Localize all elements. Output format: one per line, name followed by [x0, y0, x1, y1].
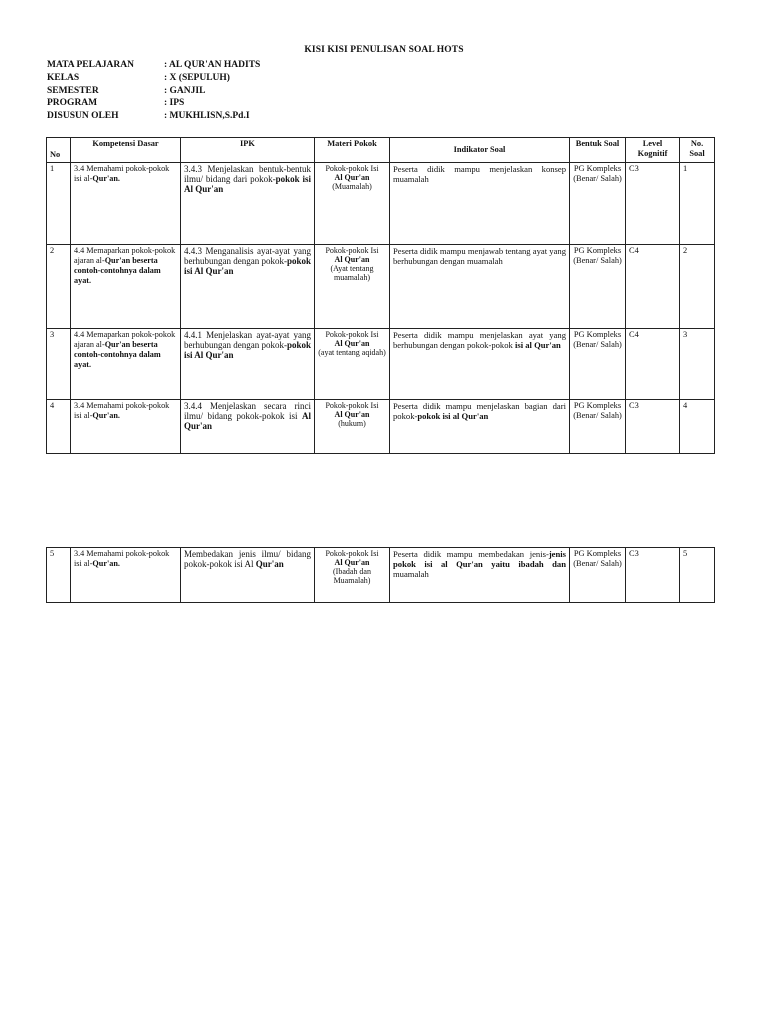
row-nosoal: 5 — [680, 548, 715, 603]
kd-text: 3.4 Memahami pokok-pokok isi al- — [74, 164, 170, 183]
ipk-arabic: pokok isi Al Qur'an — [184, 340, 312, 360]
row-materi — [315, 245, 390, 329]
materi-quran: Al Qur'an — [334, 255, 370, 264]
row-kd — [71, 400, 181, 454]
meta-value: : GANJIL — [164, 85, 206, 96]
row-no: 4 — [47, 400, 71, 454]
row-bentuk: PG Kompleks (Benar/ Salah) — [570, 329, 626, 400]
materi-title: Pokok-pokok Isi — [325, 401, 379, 410]
kd-text: 4.4 Memaparkan pokok-pokok ajaran al- — [74, 330, 176, 349]
row-indikator — [390, 163, 570, 245]
row-nosoal: 3 — [680, 329, 715, 400]
indikator-text: Peserta didik mampu menjelaskan ayat yang berhubungan dengan pokok-pokok — [393, 330, 566, 350]
meta-semester — [47, 85, 260, 98]
ipk-text: 3.4.3 Menjelaskan bentuk-bentuk ilmu/ bidang dari pokok- — [184, 164, 311, 184]
ipk-arabic: Al Qur'an — [184, 411, 311, 431]
row-bentuk: PG Kompleks (Benar/ Salah) — [570, 400, 626, 454]
table-row — [47, 163, 715, 245]
header-nosoal: No. Soal — [680, 138, 715, 163]
row-no: 5 — [47, 548, 71, 603]
row-no: 3 — [47, 329, 71, 400]
document-title: KISI KISI PENULISAN SOAL HOTS — [304, 45, 464, 55]
row-kd — [71, 548, 181, 603]
meta-author — [47, 110, 260, 123]
kd-text: 4.4 Memaparkan pokok-pokok ajaran al- — [74, 246, 176, 265]
row-level: C3 — [626, 400, 680, 454]
row-ipk — [181, 548, 315, 603]
row-bentuk: PG Kompleks (Benar/ Salah) — [570, 163, 626, 245]
header-ipk: IPK — [181, 138, 315, 163]
row-indikator — [390, 329, 570, 400]
row-kd — [71, 329, 181, 400]
row-kd — [71, 163, 181, 245]
row-level: C4 — [626, 245, 680, 329]
ipk-text: Membedakan jenis ilmu/ bidang pokok-pokok isi Al — [184, 549, 311, 569]
kd-text: 3.4 Memahami pokok-pokok isi al- — [74, 401, 170, 420]
ipk-text: 4.4.3 Menganalisis ayat-ayat yang berhubungan dengan pokok- — [184, 246, 311, 266]
grid-table-continued — [46, 547, 715, 603]
ipk-text: 3.4.4 Menjelaskan secara rinci ilmu/ bidang pokok-pokok isi — [184, 401, 311, 421]
header-bentuk: Bentuk Soal — [570, 138, 626, 163]
row-materi — [315, 400, 390, 454]
meta-subject — [47, 59, 260, 72]
indikator-text: Peserta didik mampu menjelaskan konsep muamalah — [393, 164, 566, 184]
row-indikator — [390, 548, 570, 603]
meta-value: : X (SEPULUH) — [164, 72, 230, 83]
indikator-text: Peserta didik mampu membedakan jenis- — [393, 549, 549, 559]
row-level: C4 — [626, 329, 680, 400]
indikator-arabic: isi al Qur'an — [514, 340, 561, 350]
materi-title: Pokok-pokok Isi — [325, 246, 379, 255]
materi-quran: Al Qur'an — [334, 339, 370, 348]
materi-topic: (ayat tentang aqidah) — [318, 348, 386, 357]
kd-text: 3.4 Memahami pokok-pokok isi al- — [74, 549, 170, 568]
meta-value: : IPS — [164, 98, 185, 109]
indikator-text: Peserta didik mampu menjelaskan bagian dari pokok- — [393, 401, 566, 421]
row-ipk — [181, 329, 315, 400]
table-row — [47, 329, 715, 400]
row-level: C3 — [626, 548, 680, 603]
ipk-arabic: Qur'an — [255, 559, 284, 569]
header-no: No — [47, 138, 71, 163]
grid-table — [46, 137, 715, 454]
meta-program — [47, 97, 260, 110]
kd-arabic: Qur'an. — [92, 174, 120, 183]
row-level: C3 — [626, 163, 680, 245]
indikator-arabic: pokok isi al Qur'an — [417, 411, 489, 421]
meta-value: : MUKHLISN,S.Pd.I — [164, 111, 250, 122]
table-row — [47, 245, 715, 329]
row-bentuk: PG Kompleks (Benar/ Salah) — [570, 245, 626, 329]
materi-title: Pokok-pokok Isi — [325, 330, 379, 339]
row-ipk — [181, 245, 315, 329]
materi-topic: (Muamalah) — [332, 182, 372, 191]
row-no: 1 — [47, 163, 71, 245]
row-ipk — [181, 400, 315, 454]
header-level: Level Kognitif — [626, 138, 680, 163]
row-no: 2 — [47, 245, 71, 329]
kd-arabic: Qur'an beserta contoh-contohnya dalam ayat. — [74, 256, 161, 285]
row-bentuk: PG Kompleks (Benar/ Salah) — [570, 548, 626, 603]
indikator-text: Peserta didik mampu menjawab tentang ayat yang berhubungan dengan muamalah — [393, 246, 566, 266]
table-row — [47, 548, 715, 603]
kd-arabic: Qur'an. — [92, 411, 120, 420]
row-materi — [315, 329, 390, 400]
header-row — [47, 138, 715, 163]
row-indikator — [390, 400, 570, 454]
row-materi — [315, 548, 390, 603]
materi-topic: (Ibadah dan Muamalah) — [333, 567, 371, 585]
row-nosoal: 2 — [680, 245, 715, 329]
header-materi: Materi Pokok — [315, 138, 390, 163]
materi-quran: Al Qur'an — [334, 558, 370, 567]
materi-topic: (Ayat tentang muamalah) — [330, 264, 374, 282]
document-meta — [47, 59, 260, 123]
row-kd — [71, 245, 181, 329]
row-ipk — [181, 163, 315, 245]
ipk-text: 4.4.1 Menjelaskan ayat-ayat yang berhubungan dengan pokok- — [184, 330, 311, 350]
row-materi — [315, 163, 390, 245]
meta-value: : AL QUR'AN HADITS — [164, 60, 261, 70]
row-nosoal: 1 — [680, 163, 715, 245]
meta-label: DISUSUN OLEH — [47, 111, 119, 122]
table-row — [47, 400, 715, 454]
meta-class — [47, 72, 260, 85]
indikator-text-end: muamalah — [393, 569, 429, 579]
materi-topic: (hukum) — [338, 419, 366, 428]
row-indikator — [390, 245, 570, 329]
materi-title: Pokok-pokok Isi — [325, 164, 379, 173]
kd-arabic: Qur'an. — [92, 559, 120, 568]
header-kd: Kompetensi Dasar — [71, 138, 181, 163]
meta-label: MATA PELAJARAN — [47, 60, 134, 70]
kd-arabic: Qur'an beserta contoh-contohnya dalam ayat. — [74, 340, 161, 369]
indikator-arabic: jenis pokok isi al Qur'an yaitu ibadah dan — [393, 549, 566, 569]
materi-quran: Al Qur'an — [334, 410, 370, 419]
meta-label: PROGRAM — [47, 98, 98, 109]
meta-label: SEMESTER — [47, 85, 99, 96]
materi-quran: Al Qur'an — [334, 173, 370, 182]
header-indikator: Indikator Soal — [390, 138, 570, 163]
row-nosoal: 4 — [680, 400, 715, 454]
ipk-arabic: pokok isi Al Qur'an — [184, 256, 312, 276]
meta-label: KELAS — [47, 72, 80, 83]
materi-title: Pokok-pokok Isi — [325, 549, 379, 558]
ipk-arabic: pokok isi Al Qur'an — [184, 174, 311, 194]
